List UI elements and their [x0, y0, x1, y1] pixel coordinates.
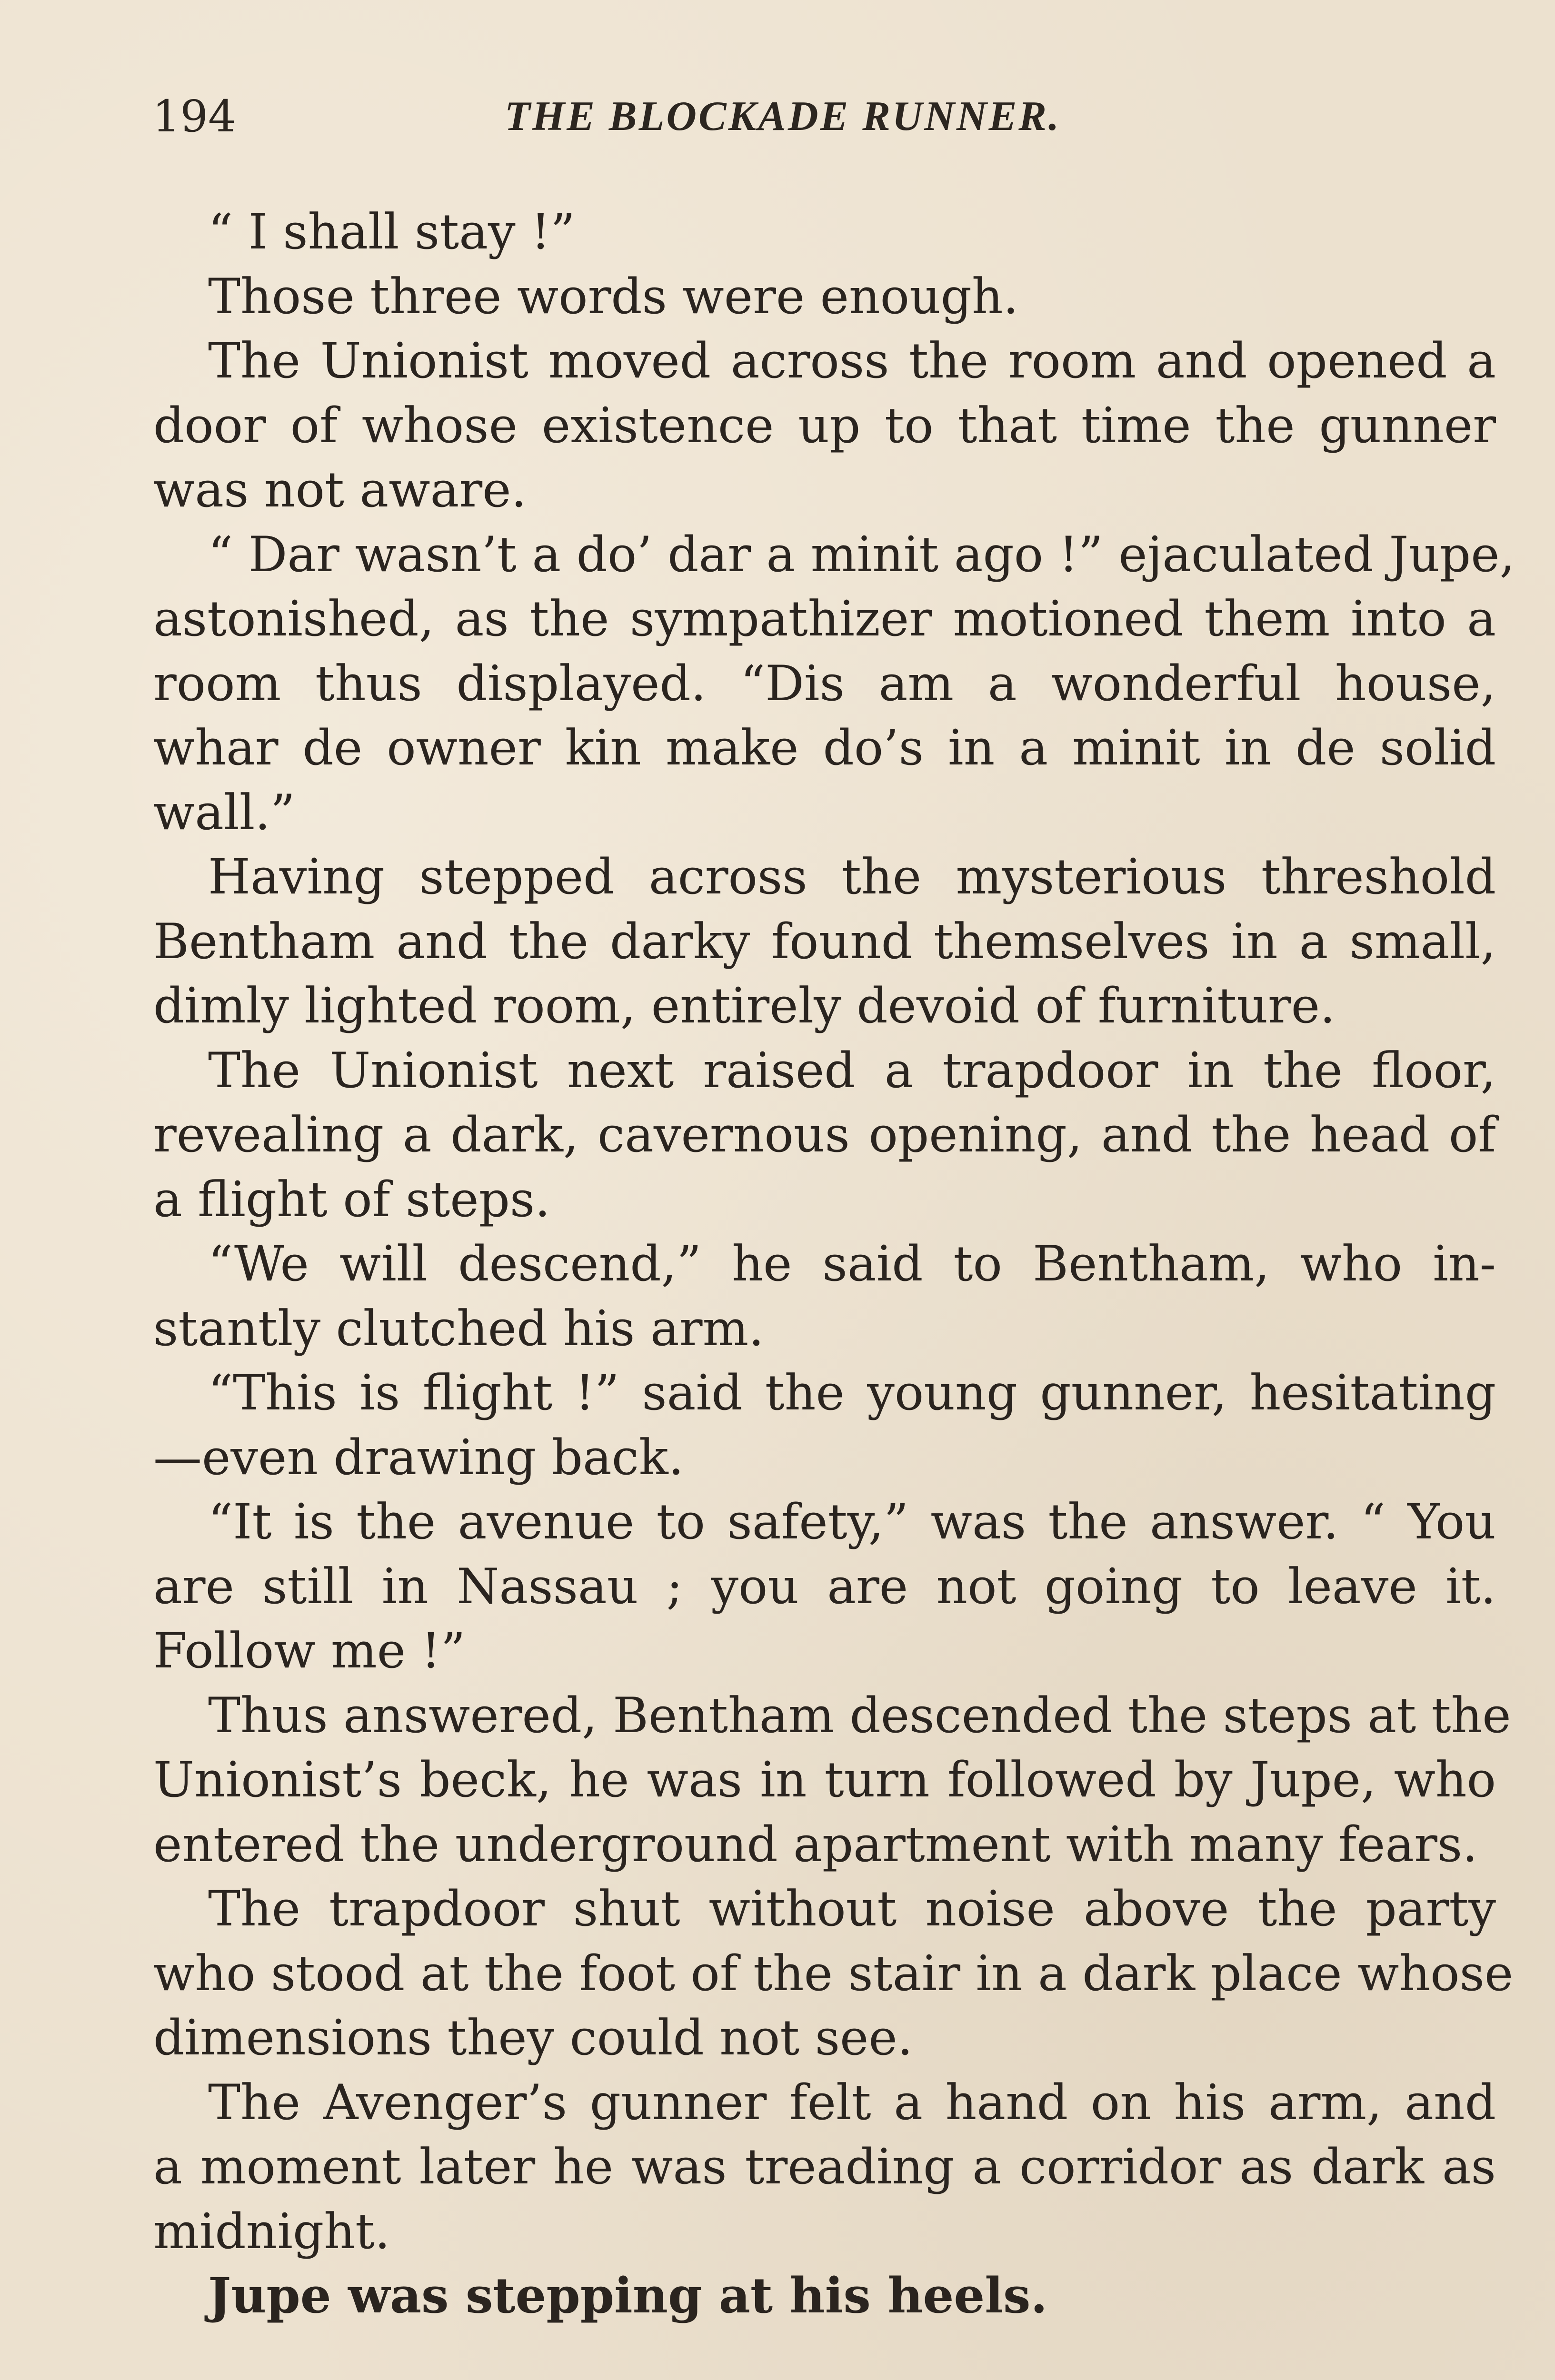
text-line: “It is the avenue to safety,” was the answer. “ You [208, 1494, 1496, 1550]
text-line: who stood at the foot of the stair in a dark place whose [153, 1945, 1514, 2002]
text-line: was not aware. [153, 462, 527, 518]
text-line: “ I shall stay !” [208, 204, 576, 260]
text-line: “This is flight !” said the young gunner, hesitating [208, 1365, 1496, 1421]
running-title: THE BLOCKADE RUNNER. [505, 93, 1061, 139]
text-line: Follow me !” [153, 1623, 466, 1679]
text-line: The Unionist moved across the room and opened a [208, 333, 1496, 389]
text-line: a moment later he was treading a corridor as dark as [153, 2139, 1496, 2195]
text-line: “We will descend,” he said to Bentham, who in- [208, 1236, 1496, 1292]
text-line: Unionist’s beck, he was in turn followed by Jupe, who [153, 1752, 1496, 1808]
text-line: —even drawing back. [153, 1429, 684, 1486]
text-line: Bentham and the darky found themselves in a small, [153, 913, 1496, 970]
text-line: Jupe was stepping at his heels. [208, 2267, 1047, 2324]
text-line: door of whose existence up to that time the gunner [153, 397, 1496, 454]
text-line: midnight. [153, 2203, 390, 2260]
text-line: stantly clutched his arm. [153, 1300, 764, 1357]
text-line: dimly lighted room, entirely devoid of furniture. [153, 978, 1336, 1034]
text-line: The trapdoor shut without noise above the party [208, 1881, 1496, 1937]
text-line: The Avenger’s gunner felt a hand on his arm, and [208, 2074, 1496, 2131]
text-line: room thus displayed. “Dis am a wonderful house, [153, 655, 1496, 712]
text-line: astonished, as the sympathizer motioned them into a [153, 591, 1496, 647]
text-line: “ Dar wasn’t a do’ dar a minit ago !” ejaculated Jupe, [208, 526, 1515, 583]
body-text [153, 200, 1515, 2329]
running-head [152, 88, 1500, 145]
text-line: Thus answered, Bentham descended the steps at the [208, 1687, 1511, 1744]
text-line: The Unionist next raised a trapdoor in the floor, [208, 1042, 1496, 1099]
text-line: a flight of steps. [153, 1171, 550, 1228]
page-number: 194 [152, 91, 236, 142]
text-line: entered the underground apartment with many fears. [153, 1816, 1478, 1873]
text-line: are still in Nassau ; you are not going to leave it. [153, 1558, 1496, 1615]
text-line: Those three words were enough. [208, 268, 1019, 325]
text-line: dimensions they could not see. [153, 2010, 913, 2066]
text-line: whar de owner kin make do’s in a minit in de solid [153, 720, 1496, 776]
text-line: wall.” [153, 784, 295, 841]
text-line: Having stepped across the mysterious threshold [208, 849, 1496, 905]
text-line: revealing a dark, cavernous opening, and the head of [153, 1107, 1496, 1163]
